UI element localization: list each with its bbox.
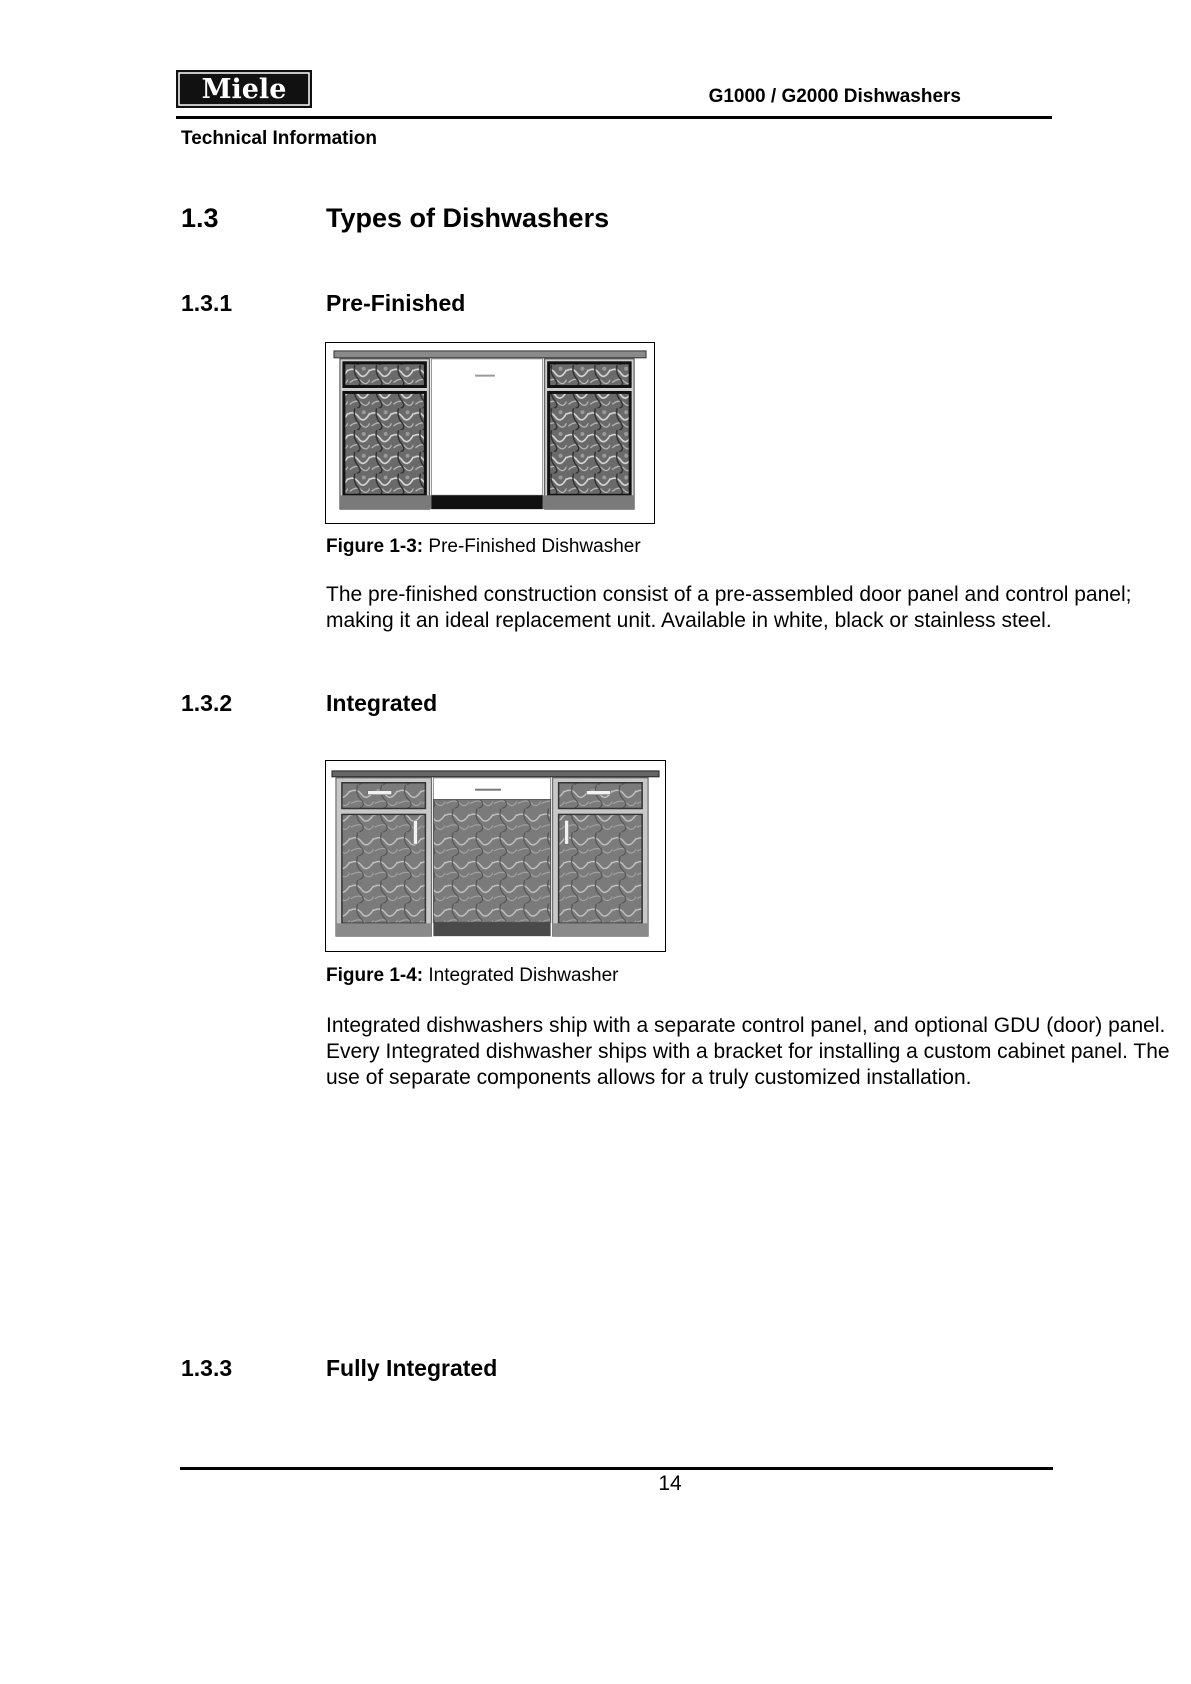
- figure-caption: [326, 536, 641, 558]
- section-number: 1.3: [181, 203, 219, 233]
- subsection-title: Pre-Finished: [326, 290, 466, 316]
- document-subtitle: Technical Information: [181, 128, 378, 149]
- pre-finished-description: The pre-finished construction consist of a pre-assembled door panel and control panel; making it an ideal replacement unit. Available in white, black or stainless steel.: [326, 583, 1132, 632]
- page-number: 14: [658, 1472, 682, 1495]
- subsection-number: 1.3.3: [181, 1355, 233, 1381]
- logo-text: Miele: [201, 74, 287, 105]
- footer-divider: [180, 1467, 1053, 1470]
- integrated-dishwasher-figure: [325, 760, 666, 952]
- subsection-title: Integrated: [326, 690, 438, 716]
- subsection-number: 1.3.2: [181, 690, 233, 716]
- figure-caption: [326, 965, 619, 987]
- subsection-title: Fully Integrated: [326, 1355, 498, 1381]
- figure-label: Figure 1-4:: [326, 965, 424, 986]
- section-title: Types of Dishwashers: [326, 203, 610, 233]
- pre-finished-dishwasher-figure: [325, 342, 655, 524]
- figure-caption-text: Integrated Dishwasher: [428, 965, 619, 986]
- integrated-description: Integrated dishwashers ship with a separate control panel, and optional GDU (door) panel. Every Integrated dishwasher ships with a bracket for installing a custom cabinet panel. The use of separate components allows for a truly customized installation.: [326, 1014, 1170, 1089]
- subsection-number: 1.3.1: [181, 290, 233, 316]
- figure-label: Figure 1-3:: [326, 536, 424, 557]
- header-divider: [176, 116, 1052, 119]
- figure-caption-text: Pre-Finished Dishwasher: [428, 536, 641, 557]
- miele-logo: [176, 70, 312, 108]
- document-title: G1000 / G2000 Dishwashers: [708, 86, 961, 107]
